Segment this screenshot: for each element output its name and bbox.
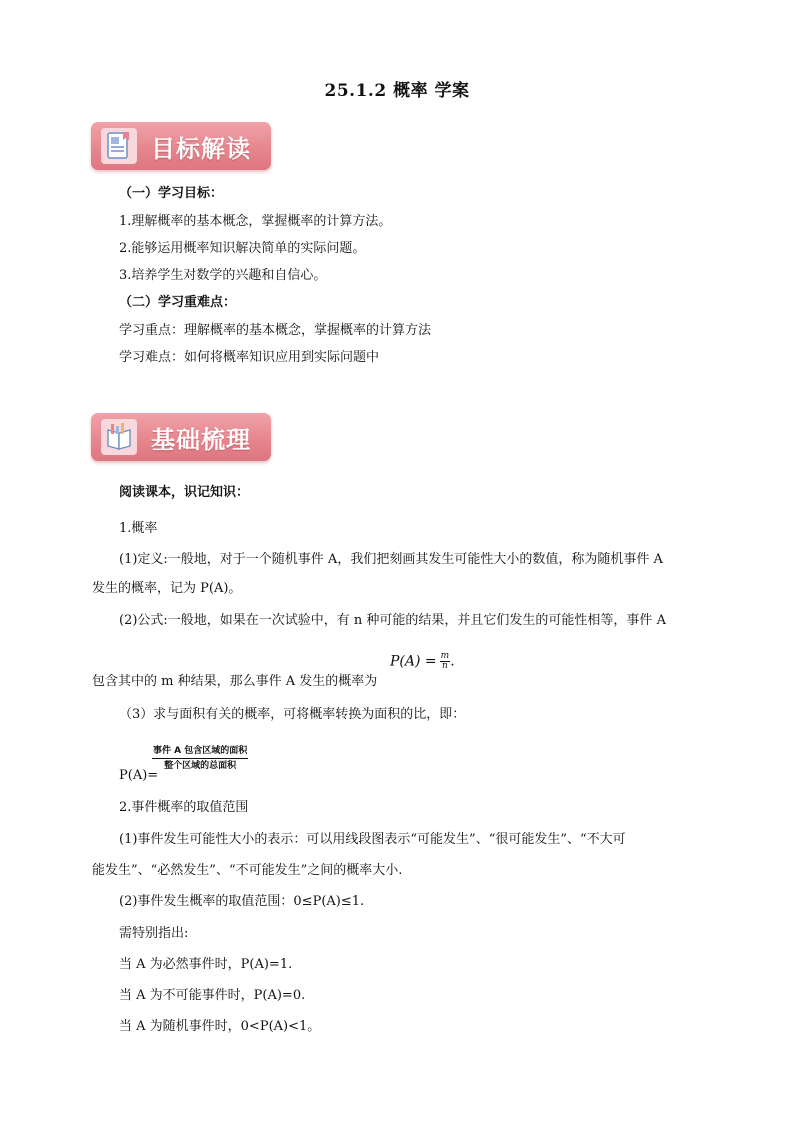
document-title: 25.1.2 概率 学案 [324,81,470,101]
case-certain-event: 当 A 为必然事件时，P(A)=1. [119,957,293,972]
area-probability-line: （3）求与面积有关的概率，可将概率转换为面积的比，即： [119,707,466,722]
case-random-event: 当 A 为随机事件时，0<P(A)<1。 [119,1019,321,1034]
section-probability-title: 1.概率 [119,521,158,536]
goal-item-1: 1.理解概率的基本概念，掌握概率的计算方法。 [119,214,392,229]
range-line-3: (2)事件发生概率的取值范围：0≤P(A)≤1. [119,894,365,909]
goals-heading-objectives: （一）学习目标： [119,186,224,201]
formula-numerator: m [440,651,450,661]
area-formula-lhs: P(A)= [119,768,159,783]
range-line-2: 能发生”、“必然发生”、“不可能发生”之间的概率大小. [92,863,403,878]
basics-intro: 阅读课本，识记知识： [119,485,250,500]
formula-denominator: n [442,661,448,671]
basics-banner [91,413,271,461]
area-denominator: 整个区域的总面积 [164,761,237,771]
formula-lhs: P(A) = [390,653,437,670]
definition-line-1: (1)定义:一般地，对于一个随机事件 A，我们把刻画其发生可能性大小的数值，称为随机事件 A [119,552,663,567]
formula-period: . [450,653,455,670]
section-range-title: 2.事件概率的取值范围 [119,800,249,815]
formula-line-1: (2)公式:一般地，如果在一次试验中，有 n 种可能的结果，并且它们发生的可能性相等，事件 A [119,613,666,628]
probability-formula [390,652,455,671]
goals-banner-label: 目标解读 [151,135,251,163]
basics-banner-label: 基础梳理 [151,426,251,454]
goal-item-2: 2.能够运用概率知识解决简单的实际问题。 [119,241,366,256]
goal-item-3: 3.培养学生对数学的兴趣和自信心。 [119,268,327,283]
range-line-1: (1)事件发生可能性大小的表示：可以用线段图表示“可能发生”、“很可能发生”、“不大可 [119,832,626,847]
formula-fraction [440,652,451,671]
goals-banner [91,122,271,170]
goal-difficulty: 学习难点：如何将概率知识应用到实际问题中 [119,350,380,365]
book-icon [101,419,137,455]
case-impossible-event: 当 A 为不可能事件时，P(A)=0. [119,988,306,1003]
definition-line-2: 发生的概率，记为 P(A)。 [92,581,242,596]
formula-line-2: 包含其中的 m 种结果，那么事件 A 发生的概率为 [92,674,378,689]
document-icon [101,128,137,164]
goals-heading-keypoints: （二）学习重难点： [119,295,237,310]
special-note: 需特别指出: [119,926,189,941]
area-numerator: 事件 A 包含区域的面积 [152,745,248,759]
area-fraction [152,745,248,772]
goal-key-point: 学习重点：理解概率的基本概念，掌握概率的计算方法 [119,323,432,338]
